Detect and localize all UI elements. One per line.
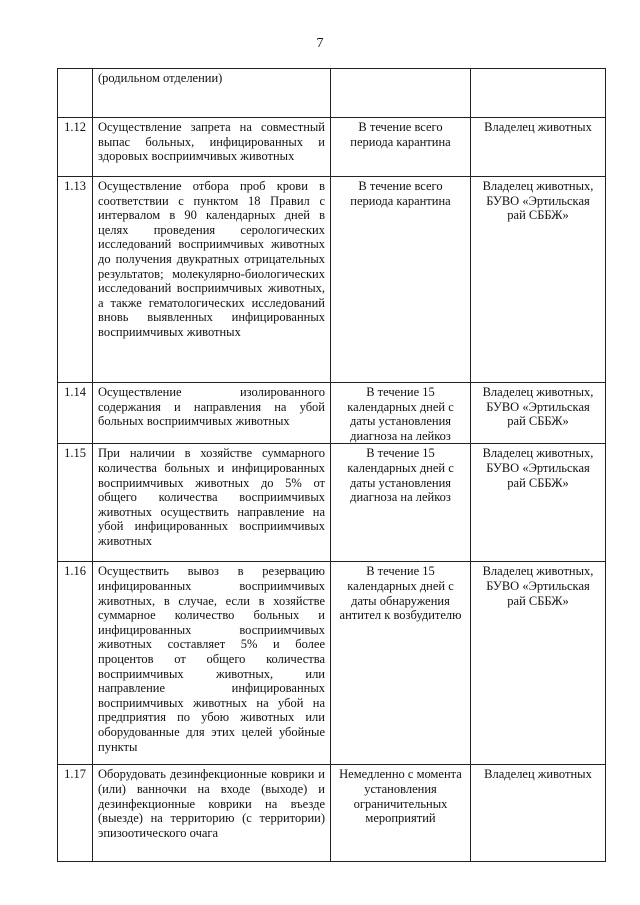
row-description: Оборудовать дезинфекционные коврики и (или) ванночки на входе (выходе) и дезинфекционные коврики на въезде (выезде) на территорию (с территории) эпизоотического очага <box>93 765 331 862</box>
row-description: Осуществление запрета на совместный выпас больных, инфицированных и здоровых восприимчивых животных <box>93 118 331 177</box>
measures-table <box>57 68 606 862</box>
row-term: В течение 15 календарных дней с даты установления диагноза на лейкоз <box>331 444 471 562</box>
table-row <box>58 69 606 118</box>
row-responsible: Владелец животных <box>471 765 606 862</box>
table-row <box>58 765 606 862</box>
table-row <box>58 562 606 765</box>
row-description: Осуществление отбора проб крови в соответствии с пунктом 18 Правил с интервалом в 90 календарных дней в целях проведения серологических исследований восприимчивых животных до получения двукратных отрицательных результатов; молекулярно-биологических исследований восприимчивых животных, а также гематологических исследований вновь выявленных инфицированных восприимчивых животных <box>93 177 331 383</box>
row-responsible: Владелец животных <box>471 118 606 177</box>
row-term <box>331 69 471 118</box>
page-number: 7 <box>316 36 324 51</box>
row-number: 1.17 <box>58 765 93 862</box>
row-term: В течение всего периода карантина <box>331 118 471 177</box>
row-description: Осуществление изолированного содержания и направления на убой больных восприимчивых животных <box>93 383 331 444</box>
row-number: 1.14 <box>58 383 93 444</box>
row-term: Немедленно с момента установления ограничительных мероприятий <box>331 765 471 862</box>
row-number: 1.13 <box>58 177 93 383</box>
row-number: 1.12 <box>58 118 93 177</box>
row-description: Осуществить вывоз в резервацию инфицированных восприимчивых животных, в случае, если в хозяйстве суммарное количество больных и инфицированных восприимчивых животных составляет 5% и более процентов от общего количества восприимчивых животных, или направление инфицированных восприимчивых животных на убой на предприятия по убою животных или оборудованные для этих целей убойные пункты <box>93 562 331 765</box>
row-number: 1.15 <box>58 444 93 562</box>
row-description: (родильном отделении) <box>93 69 331 118</box>
row-term: В течение всего периода карантина <box>331 177 471 383</box>
row-responsible: Владелец животных, БУВО «Эртильская рай СББЖ» <box>471 177 606 383</box>
table-row <box>58 118 606 177</box>
row-responsible <box>471 69 606 118</box>
row-term: В течение 15 календарных дней с даты обнаружения антител к возбудителю <box>331 562 471 765</box>
row-responsible: Владелец животных, БУВО «Эртильская рай СББЖ» <box>471 562 606 765</box>
row-number <box>58 69 93 118</box>
table-row <box>58 177 606 383</box>
row-term: В течение 15 календарных дней с даты установления диагноза на лейкоз <box>331 383 471 444</box>
row-number: 1.16 <box>58 562 93 765</box>
table-row <box>58 444 606 562</box>
row-responsible: Владелец животных, БУВО «Эртильская рай СББЖ» <box>471 444 606 562</box>
table-row <box>58 383 606 444</box>
row-description: При наличии в хозяйстве суммарного количества больных и инфицированных восприимчивых животных до 5% от общего количества восприимчивых животных осуществить направление на убой инфицированных восприимчивых животных <box>93 444 331 562</box>
row-responsible: Владелец животных, БУВО «Эртильская рай СББЖ» <box>471 383 606 444</box>
